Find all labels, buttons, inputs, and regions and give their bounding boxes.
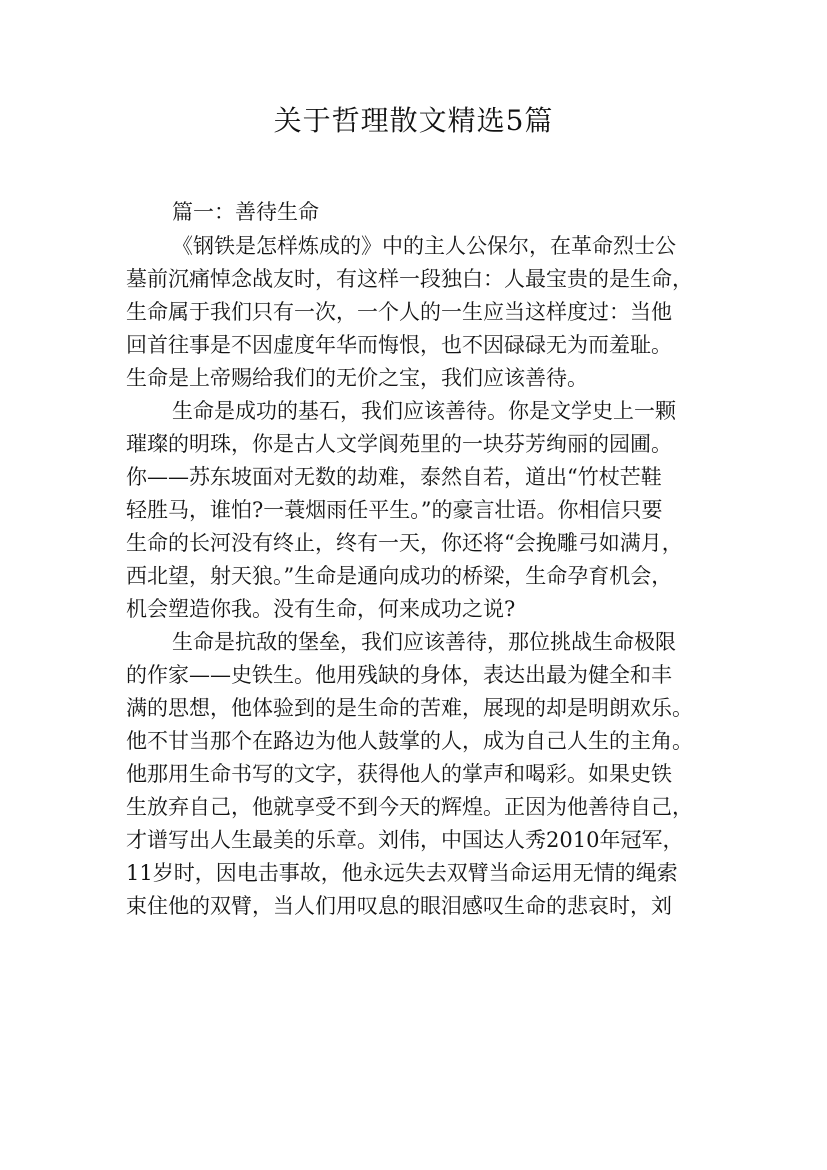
paragraph-line: 束住他的双臂，当人们用叹息的眼泪感叹生命的悲哀时，刘 xyxy=(126,894,672,918)
paragraph-line: 生命属于我们只有一次，一个人的一生应当这样度过：当他 xyxy=(126,300,672,324)
paragraph-line: 璀璨的明珠，你是古人文学阆苑里的一块芬芳绚丽的园圃。 xyxy=(126,432,672,456)
paragraph-line: 生命是上帝赐给我们的无价之宝，我们应该善待。 xyxy=(126,366,588,390)
paragraph-line: 机会塑造你我。没有生命，何来成功之说? xyxy=(126,597,516,621)
paragraph-line: 你——苏东坡面对无数的劫难，泰然自若，道出“竹杖芒鞋 xyxy=(126,465,662,489)
paragraph-line: 西北望，射天狼。”生命是通向成功的桥梁，生命孕育机会， xyxy=(126,564,673,588)
paragraph-line: 轻胜马，谁怕?一蓑烟雨任平生。”的豪言壮语。你相信只要 xyxy=(126,498,663,522)
paragraph-line: 他不甘当那个在路边为他人鼓掌的人，成为自己人生的主角。 xyxy=(126,729,693,753)
section-heading: 篇一：善待生命 xyxy=(172,200,319,224)
paragraph-line: 生命是成功的基石，我们应该善待。你是文学史上一颗 xyxy=(172,399,676,423)
document-title: 关于哲理散文精选5篇 xyxy=(273,104,554,137)
paragraph-line: 回首往事是不因虚度年华而悔恨，也不因碌碌无为而羞耻。 xyxy=(126,333,672,357)
paragraph-line: 才谱写出人生最美的乐章。刘伟，中国达人秀2010年冠军， xyxy=(126,828,684,852)
paragraph-line: 11岁时，因电击事故，他永远失去双臂当命运用无情的绳索 xyxy=(126,861,678,885)
paragraph-line: 生命的长河没有终止，终有一天，你还将“会挽雕弓如满月， xyxy=(126,531,683,555)
paragraph-line: 墓前沉痛悼念战友时，有这样一段独白：人最宝贵的是生命， xyxy=(126,267,693,291)
paragraph-line: 的作家——史铁生。他用残缺的身体，表达出最为健全和丰 xyxy=(126,663,672,687)
paragraph-line: 生放弃自己，他就享受不到今天的辉煌。正因为他善待自己， xyxy=(126,795,693,819)
paragraph-line: 他那用生命书写的文字，获得他人的掌声和喝彩。如果史铁 xyxy=(126,762,672,786)
paragraph-line: 生命是抗敌的堡垒，我们应该善待，那位挑战生命极限 xyxy=(172,630,676,654)
paragraph-line: 满的思想，他体验到的是生命的苦难，展现的却是明朗欢乐。 xyxy=(126,696,693,720)
paragraph-line: 《钢铁是怎样炼成的》中的主人公保尔，在革命烈士公 xyxy=(172,234,676,258)
